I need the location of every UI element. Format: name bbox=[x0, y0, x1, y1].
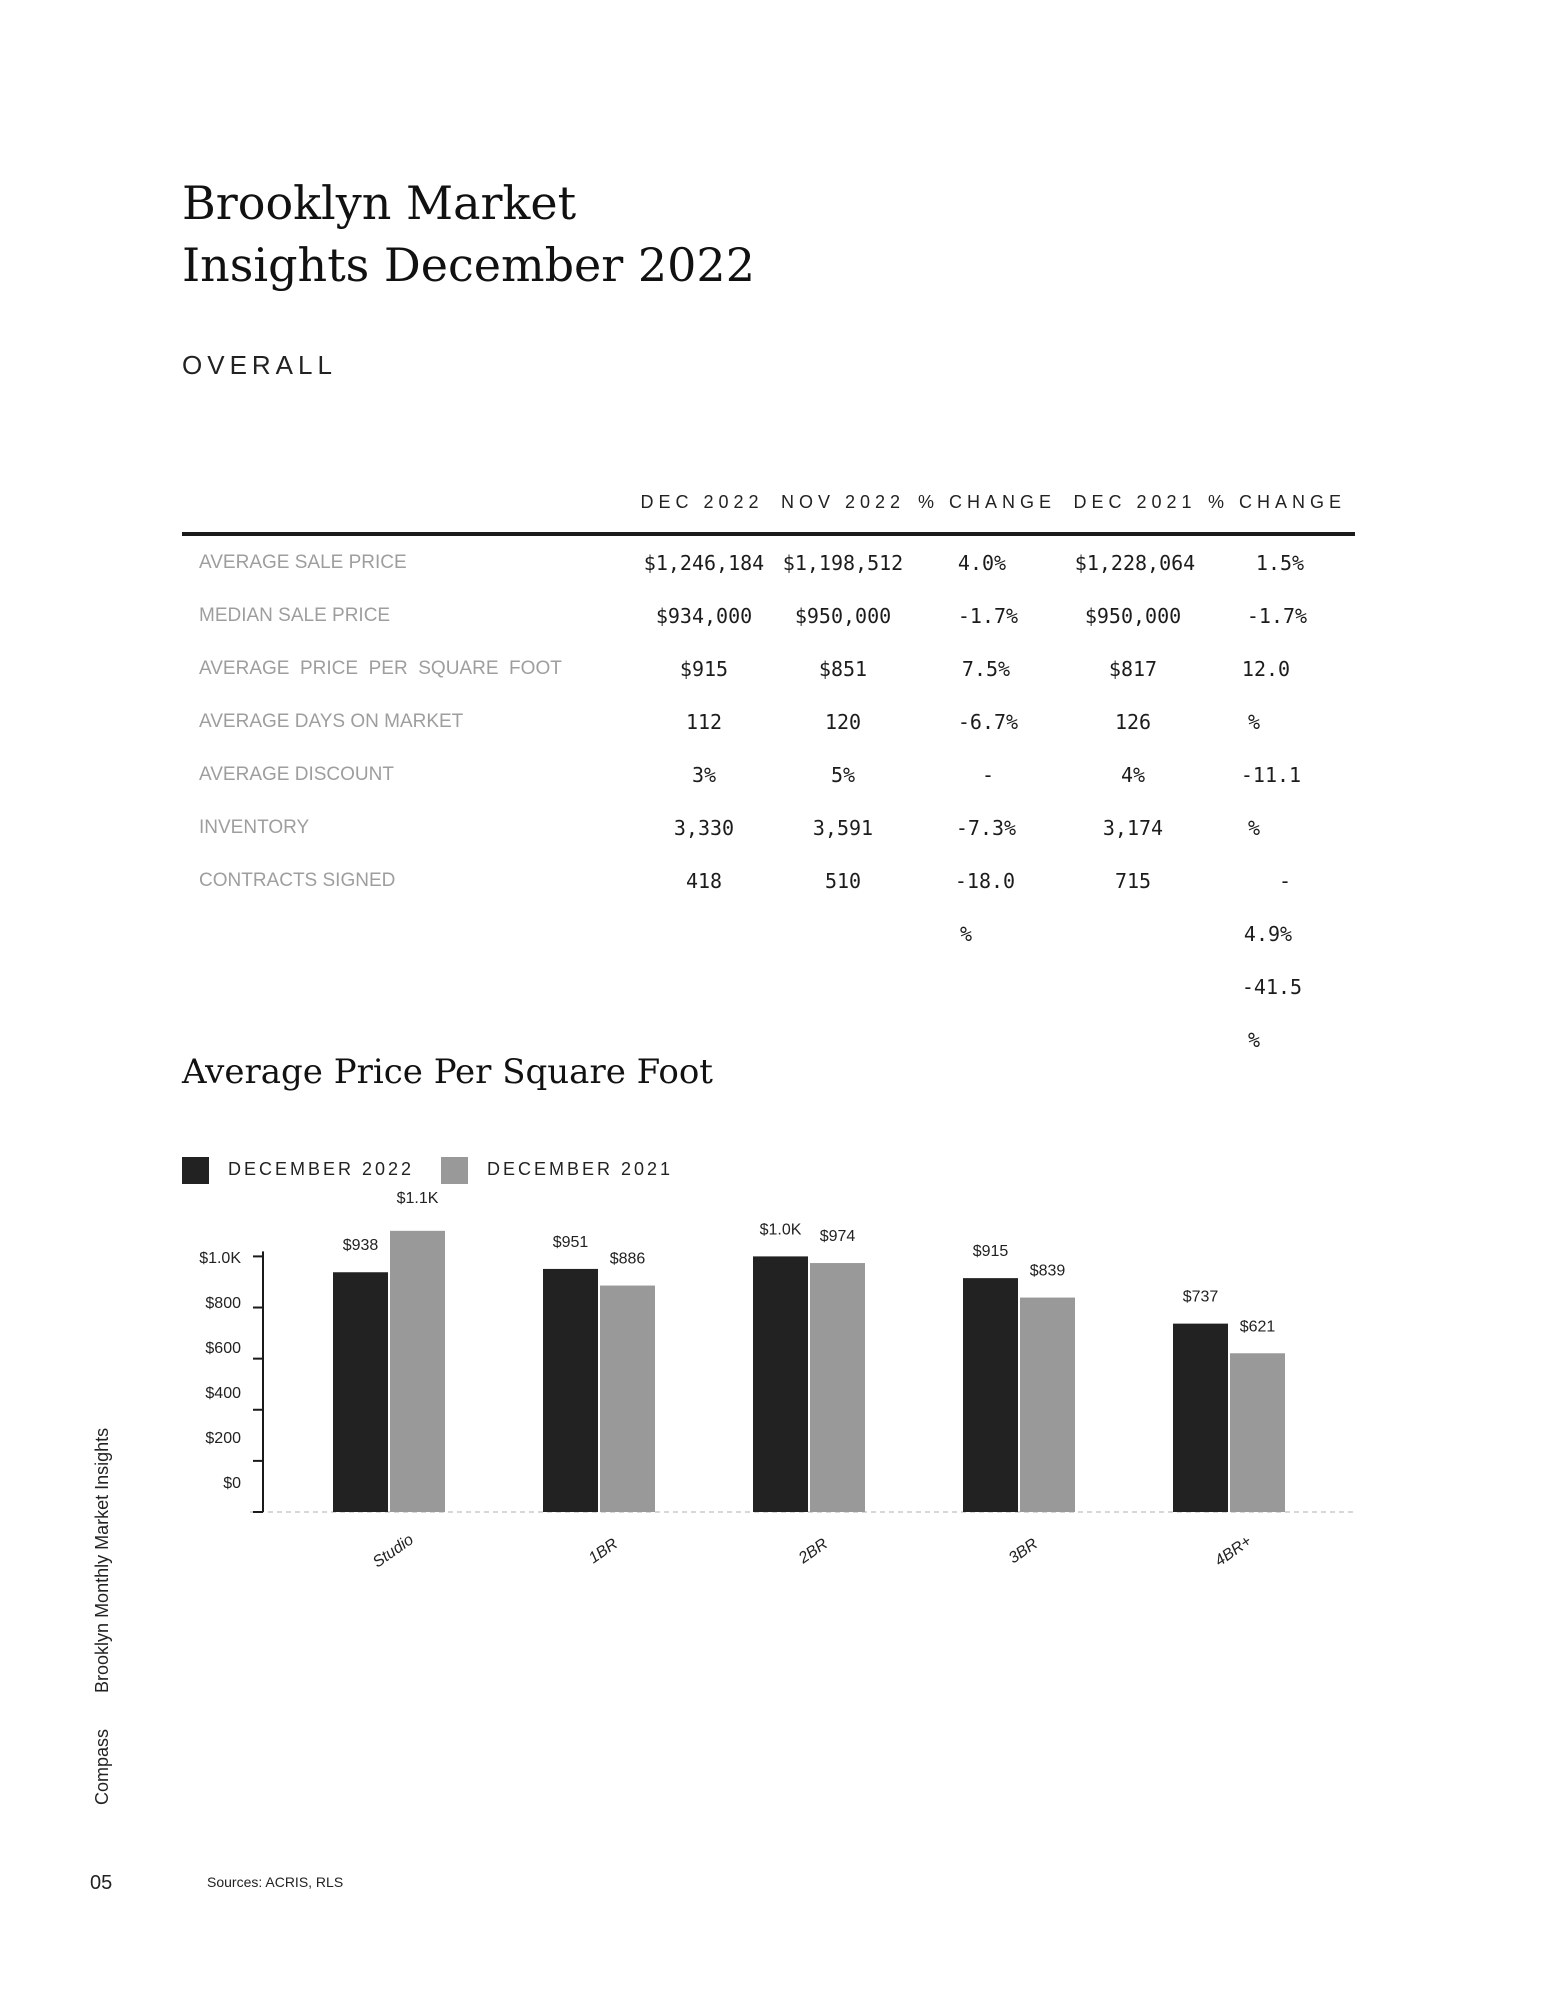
column-header-change-year: % CHANGE bbox=[1207, 492, 1347, 512]
page-title-line-2: Insights December 2022 bbox=[182, 238, 755, 292]
table-cell: -1.7% bbox=[1246, 604, 1308, 628]
data-label: $951 bbox=[552, 1233, 589, 1251]
row-label-average-ppsf: AVERAGE PRICE PER SQUARE FOOT bbox=[199, 658, 562, 679]
table-cell: - bbox=[981, 763, 995, 787]
table-cell: $817 bbox=[1108, 657, 1158, 681]
data-label: $1.0K bbox=[759, 1221, 802, 1239]
side-caption bbox=[92, 1428, 113, 1805]
chart-bar bbox=[333, 1272, 388, 1512]
chart-bar bbox=[600, 1286, 655, 1512]
table-cell: $915 bbox=[679, 657, 729, 681]
page-number: 05 bbox=[90, 1872, 113, 1894]
legend-label-december-2022: DECEMBER 2022 bbox=[228, 1159, 415, 1179]
table-cell: 4.0% bbox=[957, 551, 1007, 575]
table-cell: 1.5% bbox=[1255, 551, 1305, 575]
table-cell: -1.7% bbox=[957, 604, 1019, 628]
data-label: $1.1K bbox=[396, 1189, 439, 1207]
table-cell: % bbox=[959, 922, 973, 946]
side-title: Brooklyn Monthly Market Insights bbox=[92, 1427, 112, 1693]
table-cell: 126 bbox=[1114, 710, 1152, 734]
table-cell: 12.0 bbox=[1241, 657, 1291, 681]
table-cell: 3% bbox=[691, 763, 717, 787]
page-title-line-1: Brooklyn Market bbox=[182, 176, 577, 230]
chart-bar bbox=[1020, 1298, 1075, 1512]
side-brand: Compass bbox=[92, 1728, 112, 1805]
table-cell: 715 bbox=[1114, 869, 1152, 893]
table-cell: 510 bbox=[824, 869, 862, 893]
table-cell: 4.9% bbox=[1243, 922, 1293, 946]
table-cell: 418 bbox=[685, 869, 723, 893]
table-cell: $851 bbox=[818, 657, 868, 681]
section-heading: OVERALL bbox=[182, 350, 337, 380]
x-tick-label: Studio bbox=[369, 1531, 417, 1572]
table-cell: -7.3% bbox=[955, 816, 1017, 840]
row-label-inventory: INVENTORY bbox=[199, 817, 310, 838]
table-cell: -18.0 bbox=[954, 869, 1016, 893]
data-label: $737 bbox=[1182, 1288, 1219, 1306]
table-cell: 112 bbox=[685, 710, 723, 734]
table-cell: -6.7% bbox=[957, 710, 1019, 734]
chart-bar bbox=[1173, 1324, 1228, 1512]
data-label: $839 bbox=[1029, 1262, 1066, 1280]
table-cell: 120 bbox=[824, 710, 862, 734]
column-header-nov-2022: NOV 2022 bbox=[780, 492, 906, 512]
column-header-change-month: % CHANGE bbox=[917, 492, 1057, 512]
chart-bar bbox=[390, 1231, 445, 1512]
row-label-days-on-market: AVERAGE DAYS ON MARKET bbox=[199, 711, 464, 732]
table-cell: 4% bbox=[1120, 763, 1146, 787]
table-cell: $950,000 bbox=[794, 604, 892, 628]
chart-title: Average Price Per Square Foot bbox=[182, 1052, 713, 1092]
table-cell: 5% bbox=[830, 763, 856, 787]
row-label-median-sale-price: MEDIAN SALE PRICE bbox=[199, 605, 391, 626]
y-tick-label: $400 bbox=[205, 1385, 241, 1402]
y-tick-label: $800 bbox=[205, 1295, 241, 1312]
table-cell: 7.5% bbox=[961, 657, 1011, 681]
table-cell: $1,246,184 bbox=[643, 551, 765, 575]
legend-label-december-2021: DECEMBER 2021 bbox=[487, 1159, 674, 1179]
table-cell: 3,174 bbox=[1102, 816, 1164, 840]
table-cell: $934,000 bbox=[655, 604, 753, 628]
x-tick-label: 1BR bbox=[585, 1535, 622, 1568]
row-label-average-discount: AVERAGE DISCOUNT bbox=[199, 764, 394, 785]
data-label: $915 bbox=[972, 1243, 1009, 1261]
x-tick-label: 2BR bbox=[795, 1535, 832, 1568]
column-header-dec-2021: DEC 2021 bbox=[1073, 492, 1197, 512]
data-label: $621 bbox=[1239, 1318, 1276, 1336]
x-tick-label: 4BR+ bbox=[1211, 1532, 1255, 1570]
table-cell: -11.1 bbox=[1240, 763, 1302, 787]
table-cell: $1,228,064 bbox=[1074, 551, 1196, 575]
chart-bar bbox=[1230, 1353, 1285, 1512]
data-label: $938 bbox=[342, 1237, 379, 1255]
chart-bar bbox=[753, 1256, 808, 1512]
table-cell: % bbox=[1247, 710, 1261, 734]
y-tick-label: $0 bbox=[223, 1475, 241, 1492]
row-label-average-sale-price: AVERAGE SALE PRICE bbox=[199, 552, 407, 573]
chart-bar bbox=[810, 1263, 865, 1512]
y-tick-label: $600 bbox=[205, 1340, 241, 1357]
table-cell: - bbox=[1278, 869, 1292, 893]
sources-note: Sources: ACRIS, RLS bbox=[207, 1874, 344, 1890]
row-label-contracts-signed: CONTRACTS SIGNED bbox=[199, 870, 396, 891]
table-cell: 3,591 bbox=[812, 816, 874, 840]
y-tick-label: $1.0K bbox=[199, 1250, 241, 1267]
table-cell: 3,330 bbox=[673, 816, 735, 840]
table-cell: % bbox=[1247, 1028, 1261, 1052]
table-cell: % bbox=[1247, 816, 1261, 840]
data-label: $886 bbox=[609, 1250, 646, 1268]
x-tick-label: 3BR bbox=[1005, 1535, 1042, 1568]
y-tick-label: $200 bbox=[205, 1430, 241, 1447]
chart-bar bbox=[963, 1278, 1018, 1512]
chart-bar bbox=[543, 1269, 598, 1512]
table-cell: $1,198,512 bbox=[782, 551, 904, 575]
data-label: $974 bbox=[819, 1228, 856, 1246]
table-cell: $950,000 bbox=[1084, 604, 1182, 628]
column-header-dec-2022: DEC 2022 bbox=[640, 492, 764, 512]
table-cell: -41.5 bbox=[1241, 975, 1303, 999]
